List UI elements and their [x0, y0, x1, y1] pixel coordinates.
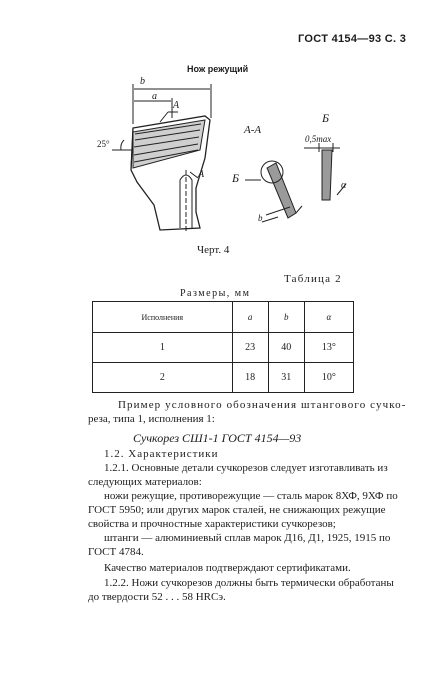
b1-label: b [258, 213, 263, 223]
table-cell: 1 [93, 333, 233, 363]
col-header-a: a [232, 302, 268, 333]
alpha-label: α [341, 180, 347, 191]
col-header-version: Исполнения [93, 302, 233, 333]
table-units: Размеры, мм [180, 288, 251, 299]
dimensions-table [92, 301, 354, 393]
example-line-2: реза, типа 1, исполнения 1: [88, 413, 215, 425]
quality-line: Качество материалов подтверждают сертификатами. [104, 562, 351, 574]
table-cell: 10° [304, 363, 353, 393]
figure-caption: Нож режущий [187, 64, 249, 74]
table-row [93, 363, 354, 393]
table-title: Таблица 2 [284, 273, 342, 285]
table-cell: 2 [93, 363, 233, 393]
section-1-2-heading: 1.2. Характеристики [104, 448, 219, 460]
dim-a-label: a [152, 91, 157, 102]
table-cell: 40 [268, 333, 304, 363]
section-mark-bottom: А [198, 169, 205, 180]
dim-b-label: b [140, 76, 145, 87]
table-cell: 31 [268, 363, 304, 393]
table-row [93, 333, 354, 363]
example-line-1: Пример условного обозначения штангового сучко- [118, 399, 407, 411]
detail-b-label: Б [322, 111, 330, 125]
section-aa-label: А-А [244, 124, 262, 136]
table-cell: 18 [232, 363, 268, 393]
detail-b-callout: Б [232, 171, 240, 185]
materials-line-3: свойства и прочностные характеристики сучкорезов; [88, 518, 336, 530]
angle-label: 25° [97, 139, 110, 149]
figure-number: Черт. 4 [197, 244, 230, 256]
designation: Сучкорез СШ1-1 ГОСТ 4154—93 [133, 431, 302, 445]
materials-line-5: ГОСТ 4784. [88, 546, 144, 558]
materials-line-2: ГОСТ 5950; или других марок сталей, не снижающих режущие [88, 504, 386, 516]
page-header: ГОСТ 4154—93 С. 3 [298, 33, 407, 45]
table-cell: 13° [304, 333, 353, 363]
table-header-row [93, 302, 354, 333]
materials-line-1: ножи режущие, противорежущие — сталь марок 8ХФ, 9ХФ по [104, 490, 398, 502]
table-cell: 23 [232, 333, 268, 363]
max-label: 0,5max [305, 134, 332, 144]
section-1-2-2-line-1: 1.2.2. Ножи сучкорезов должны быть термически обработаны [104, 577, 394, 589]
section-mark-top: А [173, 100, 180, 111]
col-header-alpha: α [304, 302, 353, 333]
materials-line-4: штанги — алюминиевый сплав марок Д16, Д1, 1925, 1915 по [104, 532, 391, 544]
section-1-2-1-line-2: следующих материалов: [88, 476, 202, 488]
section-1-2-1-line-1: 1.2.1. Основные детали сучкорезов следует изготавливать из [104, 462, 388, 474]
section-1-2-2-line-2: до твердости 52 . . . 58 HRCэ. [88, 591, 226, 603]
col-header-b: b [268, 302, 304, 333]
